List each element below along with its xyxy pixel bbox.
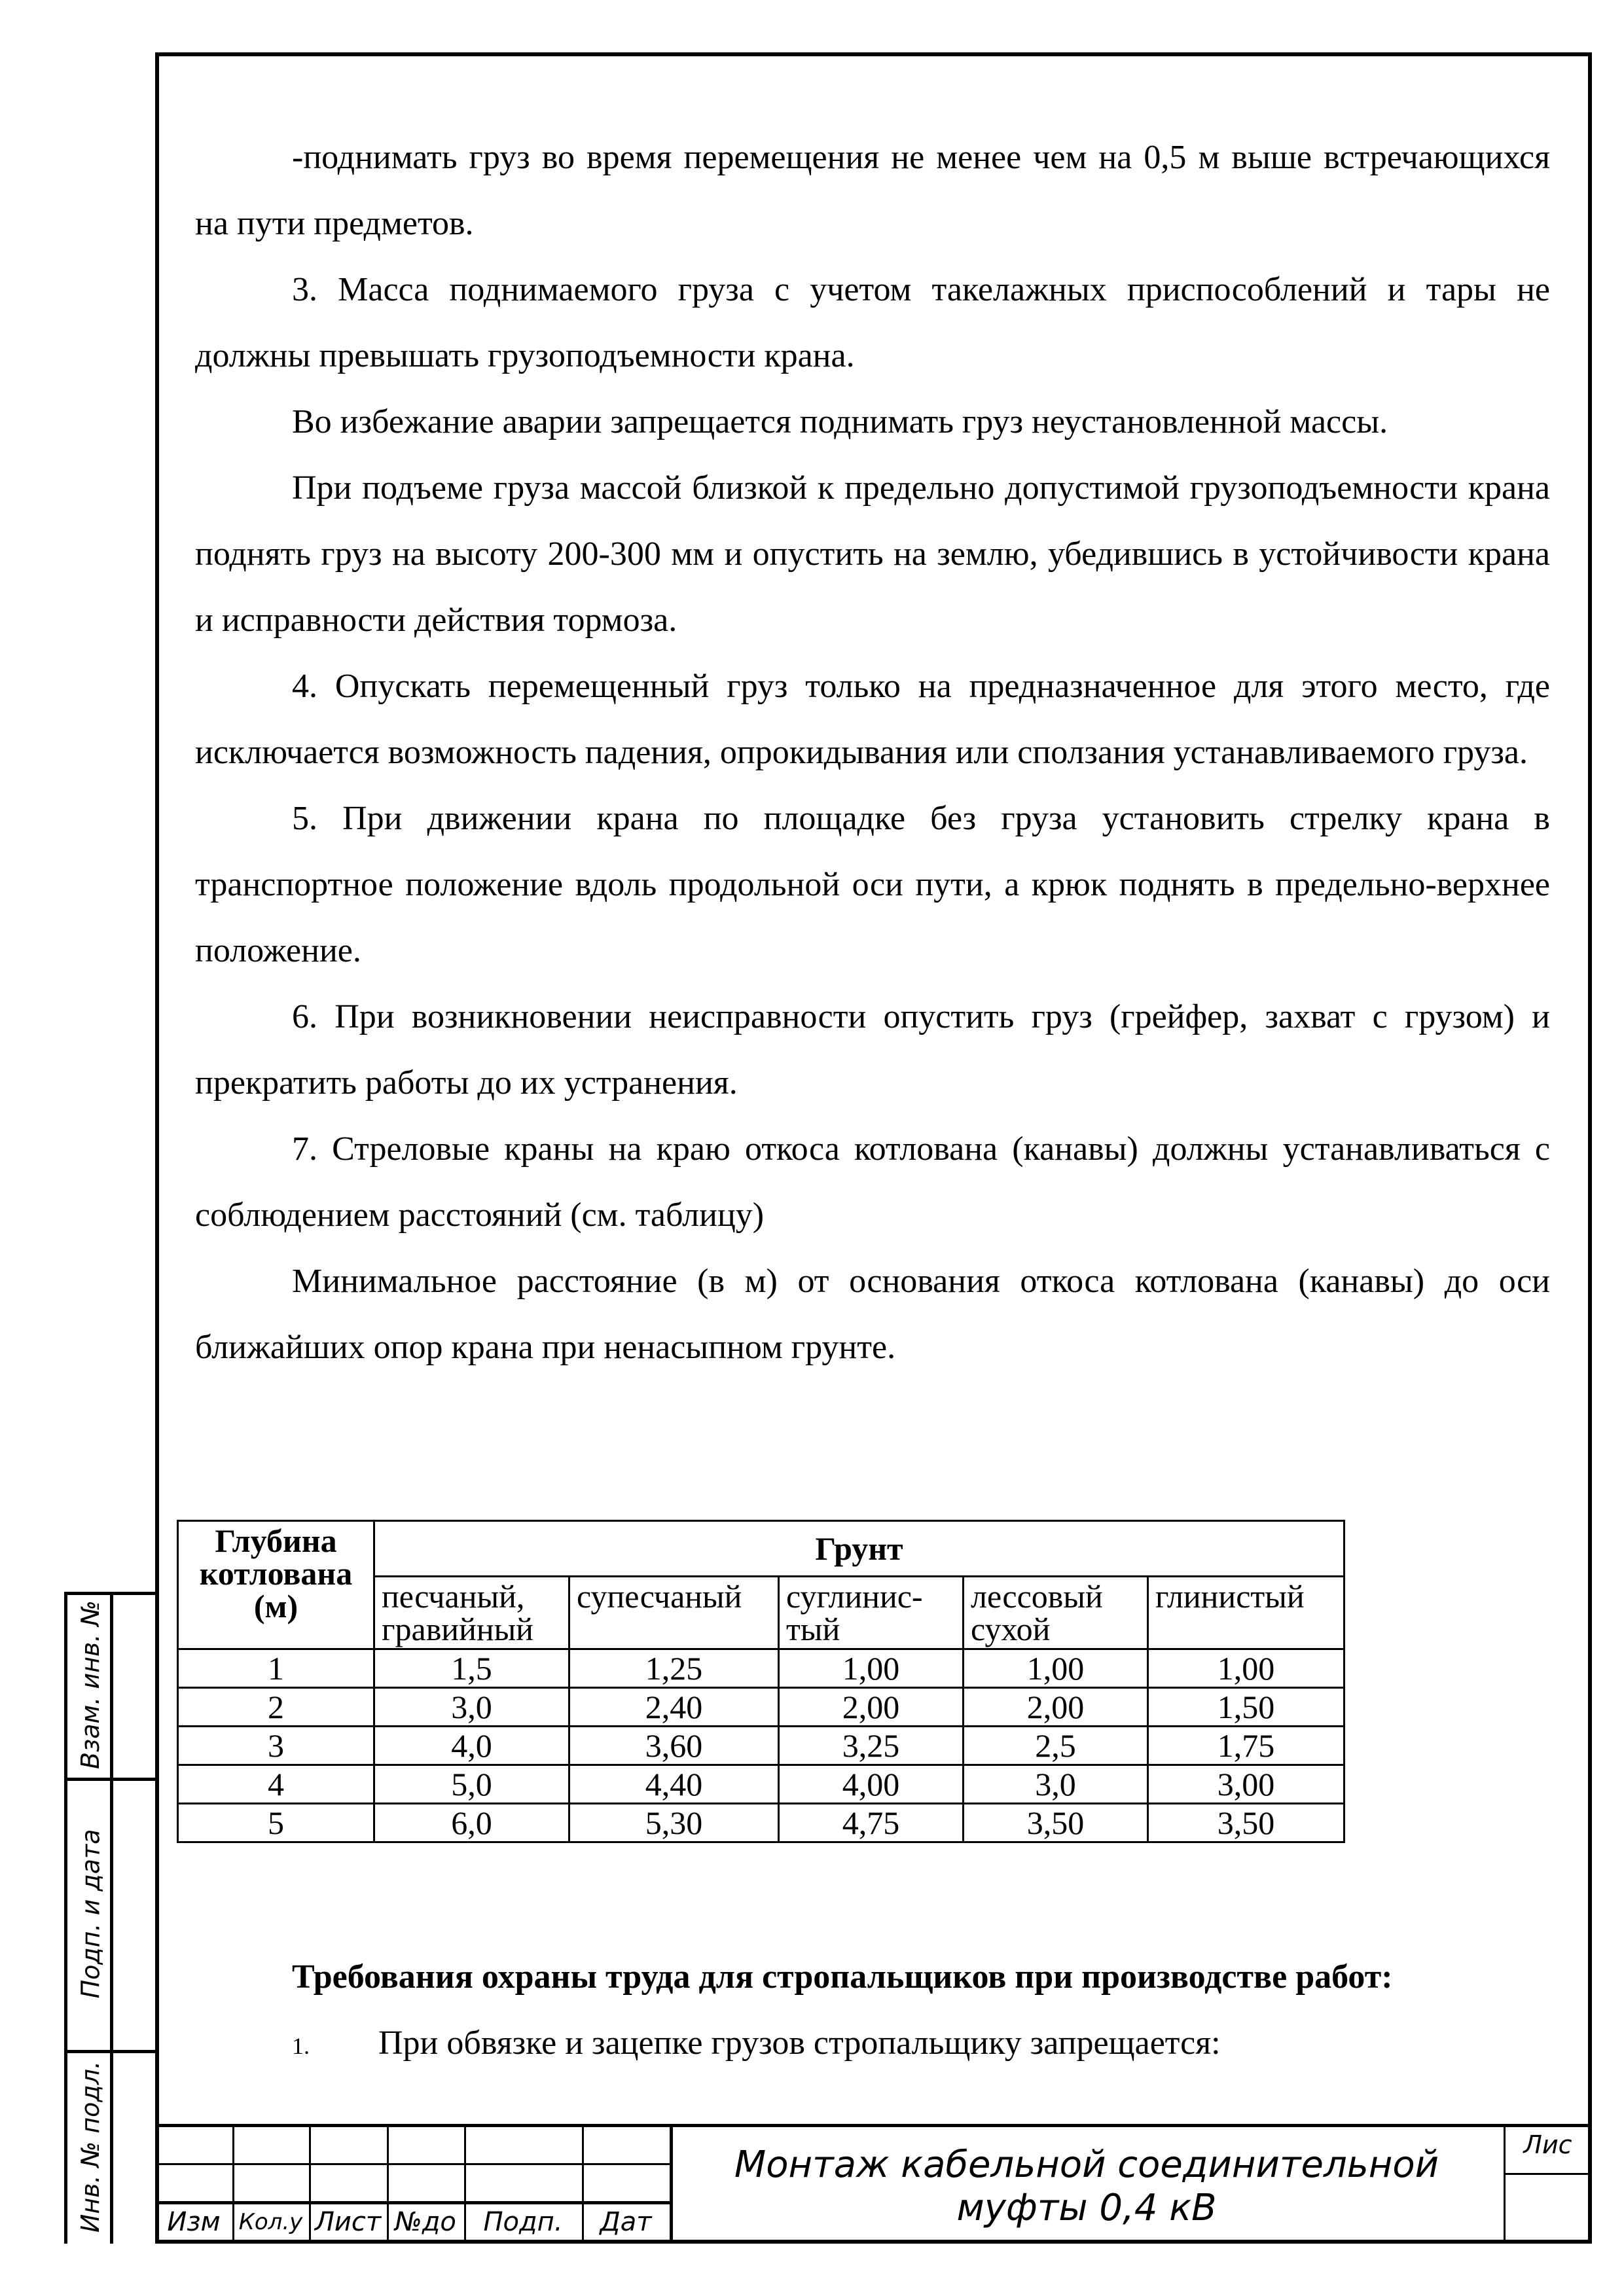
soil-column-header: лессовый сухой — [964, 1577, 1148, 1649]
table-row — [178, 1688, 1344, 1727]
table-cell: 3,60 — [569, 1727, 779, 1765]
table-cell: 1,75 — [1148, 1727, 1344, 1765]
document-body — [195, 124, 1550, 1380]
soil-column-header: суглинис-тый — [779, 1577, 964, 1649]
table-cell: 4,0 — [374, 1727, 569, 1765]
document-title: Монтаж кабельной соединительной муфты 0,4 кВ — [734, 2144, 1439, 2229]
table-cell: 3,00 — [1148, 1765, 1344, 1804]
table-cell: 4,75 — [779, 1804, 964, 1842]
table-cell: 3,0 — [374, 1688, 569, 1727]
section-heading: Требования охраны труда для стропальщиков при производстве работ: — [292, 1958, 1393, 1996]
column-list: Лист — [314, 2207, 382, 2237]
table-cell: 4 — [178, 1765, 374, 1804]
paragraph: 6. При возникновении неисправности опустить груз (грейфер, захват с грузом) и прекратить работы до их устранения. — [195, 998, 1550, 1102]
depth-header: Глубина котлована (м) — [178, 1521, 374, 1649]
table-row — [178, 1727, 1344, 1765]
column-kolu: Кол.у — [238, 2209, 303, 2235]
section-block — [195, 1944, 1550, 2079]
table-cell: 2,00 — [964, 1688, 1148, 1727]
sheet-label: Лис — [1523, 2130, 1572, 2159]
table-cell: 1,25 — [569, 1649, 779, 1688]
paragraph: При подъеме груза массой близкой к предельно допустимой грузоподъемности крана поднять груз на высоту 200-300 мм и опустить на землю, убедившись в устойчивости крана и исправности действия тормоза. — [195, 469, 1550, 639]
table-row — [178, 1649, 1344, 1688]
table-cell: 3,25 — [779, 1727, 964, 1765]
table-cell: 1,00 — [964, 1649, 1148, 1688]
table-row — [178, 1765, 1344, 1804]
column-doc: №до — [395, 2207, 456, 2237]
column-izm: Изм — [167, 2207, 221, 2237]
column-date: Дат — [600, 2207, 652, 2237]
side-stamp — [64, 1592, 155, 2244]
table-cell: 6,0 — [374, 1804, 569, 1842]
table-cell: 3 — [178, 1727, 374, 1765]
stamp-inv: Инв. № подл. — [76, 2060, 105, 2233]
table-cell: 4,40 — [569, 1765, 779, 1804]
soil-column-header: супесчаный — [569, 1577, 779, 1649]
table-cell: 1,50 — [1148, 1688, 1344, 1727]
table-cell: 3,0 — [964, 1765, 1148, 1804]
table-cell: 1 — [178, 1649, 374, 1688]
table-cell: 1,5 — [374, 1649, 569, 1688]
paragraph: 3. Масса поднимаемого груза с учетом такелажных приспособлений и тары не должны превышать грузоподъемности крана. — [195, 271, 1550, 374]
stamp-podp: Подп. и дата — [76, 1829, 105, 1999]
table-cell: 2,40 — [569, 1688, 779, 1727]
table-cell: 1,00 — [1148, 1649, 1344, 1688]
table-cell: 2,00 — [779, 1688, 964, 1727]
table-row — [178, 1804, 1344, 1842]
table-cell: 2,5 — [964, 1727, 1148, 1765]
list-item — [195, 2010, 1550, 2079]
paragraph: 7. Стреловые краны на краю откоса котлована (канавы) должны устанавливаться с соблюдением расстояний (см. таблицу) — [195, 1130, 1550, 1234]
paragraph: 5. При движении крана по площадке без груза установить стрелку крана в транспортное положение вдоль продольной оси пути, а крюк поднять в предельно-верхнее положение. — [195, 800, 1550, 969]
table-cell: 4,00 — [779, 1765, 964, 1804]
paragraph: Во избежание аварии запрещается поднимать груз неустановленной массы. — [292, 403, 1388, 440]
crane-distance-table — [177, 1520, 1345, 1843]
soil-column-header: глинистый — [1148, 1577, 1344, 1649]
soil-column-header: песчаный, гравийный — [374, 1577, 569, 1649]
paragraph: 4. Опускать перемещенный груз только на предназначенное для этого место, где исключается возможность падения, опрокидывания или сползания устанавливаемого груза. — [195, 668, 1550, 771]
table-cell: 1,00 — [779, 1649, 964, 1688]
list-item-number: 1. — [292, 2033, 310, 2059]
paragraph: Минимальное расстояние (в м) от основания откоса котлована (канавы) до оси ближайших опор крана при ненасыпном грунте. — [195, 1263, 1550, 1366]
table-cell: 5 — [178, 1804, 374, 1842]
table-cell: 5,30 — [569, 1804, 779, 1842]
table-cell: 3,50 — [1148, 1804, 1344, 1842]
soil-header: Грунт — [374, 1521, 1344, 1577]
list-item-text: При обвязке и зацепке грузов стропальщику запрещается: — [378, 2024, 1221, 2062]
title-block — [155, 2124, 1592, 2244]
table-cell: 5,0 — [374, 1765, 569, 1804]
paragraph: -поднимать груз во время перемещения не менее чем на 0,5 м выше встречающихся на пути предметов. — [195, 139, 1550, 242]
table-cell: 3,50 — [964, 1804, 1148, 1842]
column-podp: Подп. — [483, 2207, 563, 2237]
table-cell: 2 — [178, 1688, 374, 1727]
stamp-vzam: Взам. инв. № — [76, 1600, 105, 1770]
